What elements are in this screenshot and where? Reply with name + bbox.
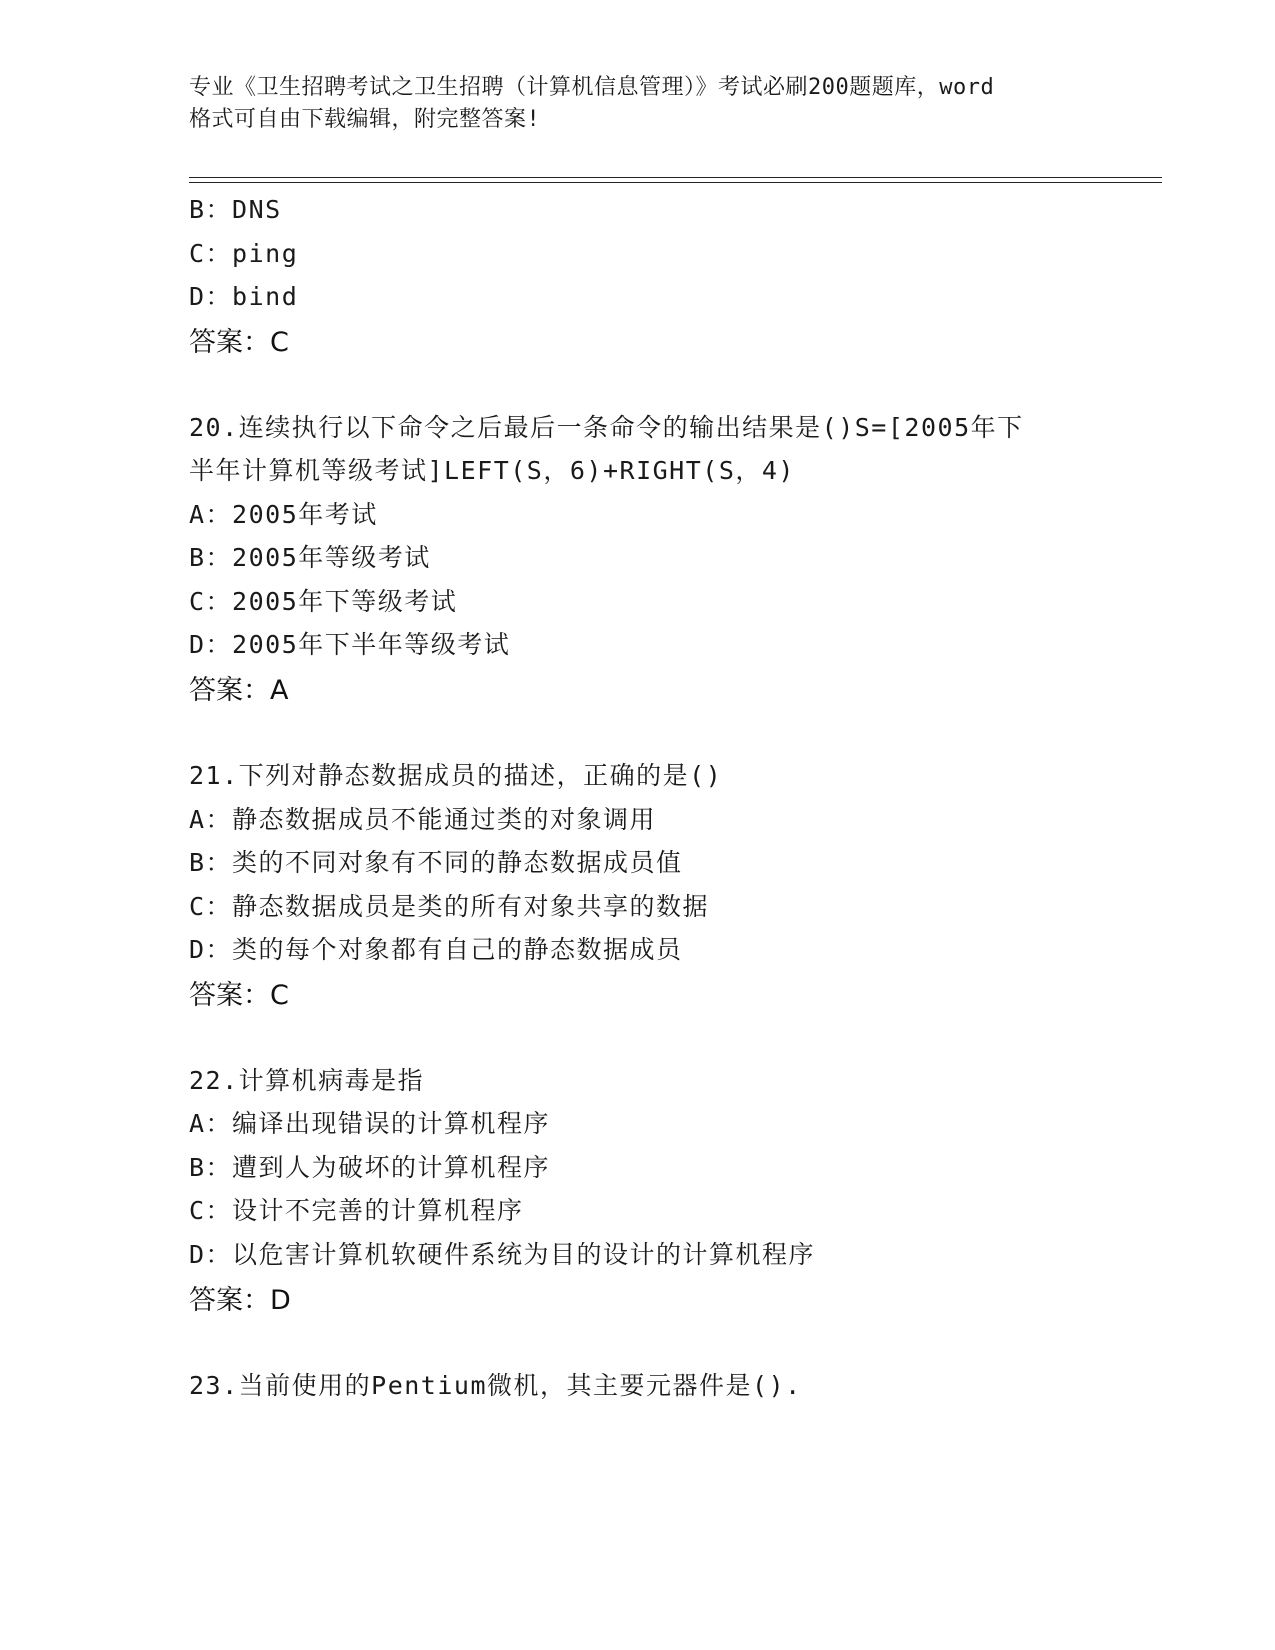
option-d: D：以危害计算机软硬件系统为目的设计的计算机程序 bbox=[189, 1240, 816, 1269]
header-title-line-2: 格式可自由下载编辑，附完整答案! bbox=[189, 107, 541, 132]
header-divider-top bbox=[189, 177, 1162, 178]
header-title-line-1: 专业《卫生招聘考试之卫生招聘（计算机信息管理）》考试必刷200题题库，word bbox=[189, 75, 995, 100]
option-b: B：2005年等级考试 bbox=[189, 543, 431, 572]
question-stem: 21.下列对静态数据成员的描述，正确的是() bbox=[189, 761, 723, 790]
option-c: C：设计不完善的计算机程序 bbox=[189, 1196, 524, 1225]
question-stem: 22.计算机病毒是指 bbox=[189, 1066, 425, 1095]
option-b: B：遭到人为破坏的计算机程序 bbox=[189, 1153, 551, 1182]
option-d: D：bind bbox=[189, 282, 299, 311]
document-header bbox=[189, 72, 1089, 136]
answer-line: 答案：A bbox=[189, 675, 289, 706]
question-stem: 23.当前使用的Pentium微机，其主要元器件是(). bbox=[189, 1371, 802, 1400]
option-b: B：类的不同对象有不同的静态数据成员值 bbox=[189, 848, 683, 877]
answer-line: 答案：D bbox=[189, 1285, 291, 1316]
option-d: D：2005年下半年等级考试 bbox=[189, 630, 511, 659]
option-c: C：静态数据成员是类的所有对象共享的数据 bbox=[189, 892, 710, 921]
option-a: A：静态数据成员不能通过类的对象调用 bbox=[189, 805, 657, 834]
answer-line: 答案：C bbox=[189, 980, 289, 1011]
option-a: A：编译出现错误的计算机程序 bbox=[189, 1109, 551, 1138]
question-stem: 半年计算机等级考试]LEFT(S，6)+RIGHT(S，4) bbox=[189, 456, 795, 485]
option-d: D：类的每个对象都有自己的静态数据成员 bbox=[189, 935, 683, 964]
option-a: A：2005年考试 bbox=[189, 500, 378, 529]
header-divider-bottom bbox=[189, 182, 1162, 183]
option-c: C：2005年下等级考试 bbox=[189, 587, 458, 616]
question-stem: 20.连续执行以下命令之后最后一条命令的输出结果是()S=[2005年下 bbox=[189, 413, 1024, 442]
answer-line: 答案：C bbox=[189, 327, 289, 358]
option-c: C：ping bbox=[189, 239, 299, 268]
option-b: B：DNS bbox=[189, 195, 282, 224]
